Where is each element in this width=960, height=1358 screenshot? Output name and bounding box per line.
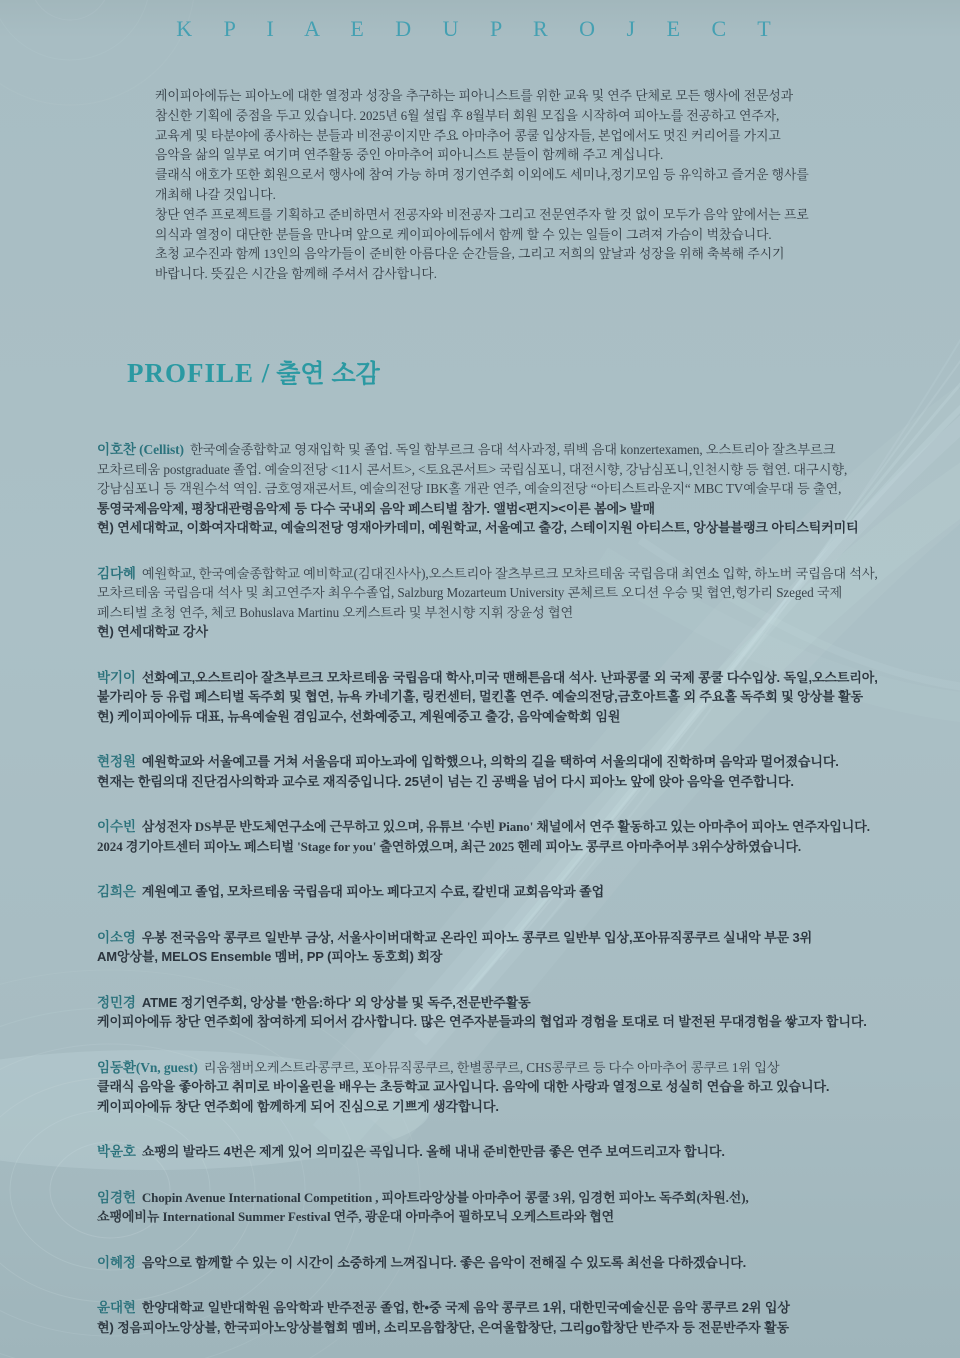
profile-line: AM앙상블, MELOS Ensemble 멤버, PP (피아노 동호회) 회장 (97, 949, 443, 964)
profile-line: 모차르테움 국립음대 석사 및 최고연주자 최우수졸업, Salzburg Mozarteum University 콘체르트 오디션 우승 및 협연,헝가리 Szeged 국제 (97, 585, 843, 600)
profile-line: 2024 경기아트센터 피아노 페스티벌 'Stage for you' 출연하였으며, 최근 2025 헨레 피아노 콩쿠르 아마추어부 3위수상하였습니다. (97, 838, 802, 854)
intro-line: 창단 연주 프로젝트를 기획하고 준비하면서 전공자와 비전공자 그리고 전문연주자 할 것 없이 모두가 음악 앞에서는 프로 (155, 207, 809, 222)
profile-line: 통영국제음악제, 평창대관령음악제 등 다수 국내외 음악 페스티벌 참가. 앨범<편지><이른 봄에> 발매 (97, 500, 655, 516)
intro-paragraph (155, 87, 875, 285)
profile-line-text: 리움챔버오케스트라콩쿠르, 포아뮤직콩쿠르, 한별콩쿠르, CHS콩쿠르 등 다수 아마추어 콩쿠르 1위 입상 (203, 1059, 780, 1075)
intro-line: 의식과 열정이 대단한 분들을 만나며 앞으로 케이피아에듀에서 함께 할 수 있는 일들이 그려져 가슴이 벅찼습니다. (155, 227, 772, 242)
profile-entry-hyun-jungwon (97, 752, 897, 791)
intro-line: 클래식 애호가 또한 회원으로서 행사에 참여 가능 하며 정기연주회 이외에도 세미나,정기모임 등 유익하고 즐거운 행사를 (155, 168, 809, 183)
profile-line (97, 440, 897, 460)
profile-line: 케이피아에듀 창단 연주회에 함께하게 되어 진심으로 기쁘게 생각합니다. (97, 1098, 499, 1114)
profile-name: 이수빈 (97, 819, 136, 834)
profile-line: 페스티벌 초청 연주, 체코 Bohuslava Martinu 오케스트라 및 부천시향 지휘 장윤성 협연 (97, 604, 574, 620)
profile-entry-lim-kyungheon (97, 1188, 897, 1227)
intro-line: 개최해 나갈 것입니다. (155, 187, 276, 202)
profile-line-text: 예원학교와 서울예고를 거쳐 서울음대 피아노과에 입학했으나, 의학의 길을 택하여 서울의대에 진학하며 음악과 멀어졌습니다. (141, 754, 839, 769)
page-header-title: K P I A E D U P R O J E C T (176, 16, 784, 41)
profile-line: 클래식 음악을 좋아하고 취미로 바이올린을 배우는 초등학교 교사입니다. 음악에 대한 사랑과 열정으로 성실히 연습을 하고 있습니다. (97, 1079, 830, 1094)
profile-line (97, 1298, 897, 1318)
profile-line: 현) 연세대학교 강사 (97, 624, 208, 639)
profile-entry-park-kiyi (97, 668, 897, 727)
section-title-korean: 출연 소감 (276, 360, 380, 388)
section-title (127, 354, 380, 390)
profile-line-text: Chopin Avenue International Competition , 피아트라앙상블 아마추어 콩쿨 3위, 임경헌 피아노 독주회(차원.선), (141, 1189, 749, 1205)
profile-line (97, 1058, 897, 1078)
profile-line: 현재는 한림의대 진단검사의학과 교수로 재직중입니다. 25년이 넘는 긴 공백을 넘어 다시 피아노 앞에 앉아 음악을 연주합니다. (97, 773, 794, 789)
profile-name: 이혜정 (97, 1254, 136, 1270)
profile-name: 현정원 (97, 754, 136, 769)
profile-line: 현) 정음피아노앙상블, 한국피아노앙상블협회 멤버, 소리모음합창단, 은여울합창단, 그리go합창단 반주자 등 전문반주자 활동 (97, 1319, 789, 1335)
profile-entry-lee-hyejung (97, 1253, 897, 1273)
profile-entry-lim-donghwan (97, 1058, 897, 1117)
profile-line-text: ATME 정기연주회, 앙상블 '한음:하다' 외 앙상블 및 독주,전문반주활동 (141, 994, 531, 1010)
profile-line-text: 우봉 전국음악 콩쿠르 일반부 금상, 서울사이버대학교 온라인 피아노 콩쿠르 일반부 입상,포아뮤직콩쿠르 실내악 부문 3위 (141, 929, 813, 945)
profile-line (97, 668, 897, 688)
profile-line-text: 삼성전자 DS부문 반도체연구소에 근무하고 있으며, 유튜브 '수빈 Piano' 채널에서 연주 활동하고 있는 아마추어 피아노 연주자입니다. (141, 819, 870, 834)
profile-entry-jung-minkyung (97, 993, 897, 1032)
profile-line (97, 928, 897, 948)
profile-line (97, 817, 897, 837)
section-title-latin: PROFILE / (127, 358, 271, 388)
profile-line (97, 564, 897, 584)
profile-entry-yoon-daehyun (97, 1298, 897, 1337)
profile-line-text: 한양대학교 일반대학원 음악학과 반주전공 졸업, 한•중 국제 음악 콩쿠르 1위, 대한민국예술신문 음악 콩쿠르 2위 입상 (141, 1300, 790, 1315)
profile-line (97, 993, 897, 1013)
profile-line: 케이피아에듀 창단 연주회에 참여하게 되어서 감사합니다. 많은 연주자분들과의 협업과 경험을 토대로 더 발전된 무대경험을 쌓고자 합니다. (97, 1014, 867, 1029)
intro-line: 교육계 및 타분야에 종사하는 분들과 비전공이지만 주요 아마추어 콩쿨 입상자들, 본업에서도 멋진 커리어를 가지고 (155, 128, 781, 143)
profile-line (97, 752, 897, 772)
profile-name: 박윤호 (97, 1144, 136, 1159)
profile-name: 임동환(Vn, guest) (97, 1059, 198, 1075)
profile-name: 김다혜 (97, 565, 136, 581)
profile-name: 김희은 (97, 884, 136, 899)
profile-entry-kim-heeeun (97, 882, 897, 902)
profile-name: 임경헌 (97, 1189, 136, 1205)
profile-line (97, 882, 897, 902)
profile-line-text: 쇼팽의 발라드 4번은 제게 있어 의미깊은 곡입니다. 올해 내내 준비한만큼 좋은 연주 보여드리고자 합니다. (141, 1144, 725, 1159)
profile-line: 불가리아 등 유럽 페스티벌 독주회 및 협연, 뉴욕 카네기홀, 링컨센터, 멀킨홀 연주. 예술의전당,금호아트홀 외 주요홀 독주회 및 앙상블 활동 (97, 689, 863, 704)
profile-line (97, 1253, 897, 1273)
profile-line: 현) 케이피아에듀 대표, 뉴욕예술원 겸임교수, 선화예중고, 계원예중고 출강, 음악예술학회 임원 (97, 708, 621, 724)
profile-entry-lee-subin (97, 817, 897, 856)
profile-name: 이호찬 (Cellist) (97, 442, 184, 457)
profile-line: 쇼팽에비뉴 International Summer Festival 연주, 광운대 아마추어 필하모닉 오케스트라와 협연 (97, 1209, 615, 1224)
profile-entry-park-yunho (97, 1142, 897, 1162)
profile-name: 박기이 (97, 669, 136, 685)
profile-entry-lee-hochan (97, 440, 897, 538)
profile-line-text: 음악으로 함께할 수 있는 이 시간이 소중하게 느껴집니다. 좋은 음악이 전해질 수 있도록 최선을 다하겠습니다. (141, 1254, 747, 1270)
intro-line: 음악을 삶의 일부로 여기며 연주활동 중인 아마추어 피아니스트 분들이 함께해 주고 계십니다. (155, 148, 664, 163)
profile-line-text: 선화예고,오스트리아 잘츠부르크 모차르테움 국립음대 학사,미국 맨해튼음대 석사. 난파콩쿨 외 국제 콩쿨 다수입상. 독일,오스트리아, (141, 669, 878, 685)
profile-line-text: 예원학교, 한국예술종합학교 예비학교(김대진사사),오스트리아 잘츠부르크 모차르테움 국립음대 최연소 입학, 하노버 국립음대 석사, (141, 565, 878, 581)
profile-entry-lee-soyoung (97, 928, 897, 967)
profile-name: 이소영 (97, 929, 136, 945)
profile-line: 현) 연세대학교, 이화여자대학교, 예술의전당 영재아카데미, 예원학교, 서울예고 출강, 스테이지원 아티스트, 앙상블블랭크 아티스틱커미티 (97, 520, 859, 535)
profiles-section (97, 440, 897, 1358)
profile-line (97, 1188, 897, 1208)
intro-line: 초청 교수진과 함께 13인의 음악가들이 준비한 아름다운 순간들을, 그리고 저희의 앞날과 성장을 위해 축복해 주시기 (155, 247, 785, 262)
profile-line (97, 1142, 897, 1162)
profile-name: 윤대현 (97, 1300, 136, 1315)
profile-line: 모차르테움 postgraduate 졸업. 예술의전당 <11시 콘서트>, <토요콘서트> 국립심포니, 대전시향, 강남심포니,인천시향 등 협연. 대구시향, (97, 461, 848, 477)
profile-name: 정민경 (97, 994, 136, 1010)
profile-entry-kim-dahye (97, 564, 897, 642)
intro-line: 바랍니다. 뜻깊은 시간을 함께해 주셔서 감사합니다. (155, 267, 437, 282)
profile-line: 강남심포니 등 객원수석 역임. 금호영재콘서트, 예술의전당 IBK홀 개관 연주, 예술의전당 “아티스트라운지“ MBC TV예술무대 등 출연, (97, 481, 842, 496)
profile-line-text: 계원예고 졸업, 모차르테움 국립음대 피아노 페다고지 수료, 칼빈대 교회음악과 졸업 (141, 884, 605, 899)
intro-line: 케이피아에듀는 피아노에 대한 열정과 성장을 추구하는 피아니스트를 위한 교육 및 연주 단체로 모든 행사에 전문성과 (155, 89, 794, 103)
profile-line-text: 한국예술종합학교 영재입학 및 졸업. 독일 함부르크 음대 석사과정, 뤼벡 음대 konzertexamen, 오스트리아 잘츠부르크 (189, 442, 836, 457)
intro-line: 참신한 기획에 중점을 두고 있습니다. 2025년 6월 설립 후 8월부터 회원 모집을 시작하여 피아노를 전공하고 연주자, (155, 108, 780, 123)
